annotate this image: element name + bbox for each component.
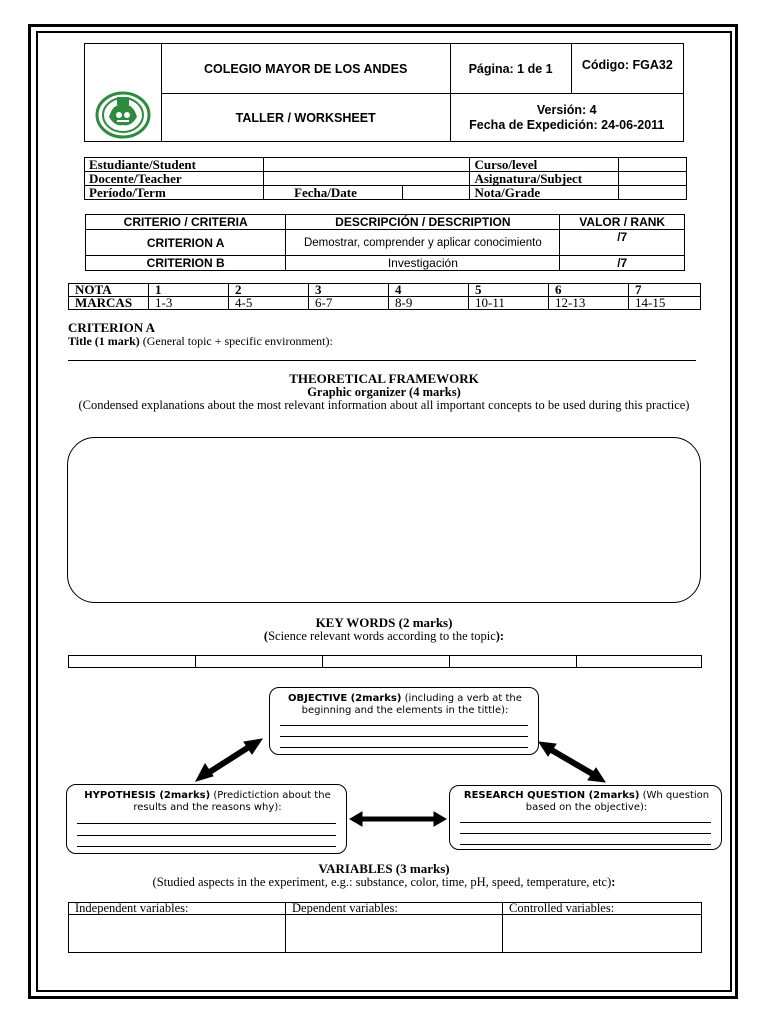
hypothesis-answer-line[interactable] [77, 823, 336, 824]
keywords-heading: KEY WORDS (2 marks) [315, 615, 453, 630]
marcas-value: 6-7 [309, 297, 389, 310]
title-label: Title (1 mark) [68, 334, 140, 348]
marcas-value: 1-3 [149, 297, 229, 310]
controlled-variables-field[interactable] [503, 915, 702, 953]
grading-scale-table [68, 283, 701, 310]
nota-value: 4 [389, 284, 469, 297]
criterion-b-description: Investigación [286, 256, 560, 271]
keywords-hint [68, 629, 700, 644]
subject-field[interactable] [619, 172, 687, 186]
criterion-a-name: CRITERION A [86, 230, 286, 256]
framework-hint: (Condensed explanations about the most relevant information about all important concepts to be used during this practice) [78, 398, 690, 412]
page-number: Página: 1 de 1 [450, 44, 571, 94]
nota-value: 3 [309, 284, 389, 297]
graphic-organizer-box[interactable] [67, 437, 701, 603]
teacher-field[interactable] [264, 172, 470, 186]
variables-hint [68, 875, 700, 890]
student-info-table [84, 157, 687, 200]
keywords-hint-close: ): [495, 629, 505, 643]
title-answer-line[interactable] [68, 360, 696, 361]
title-prompt [68, 334, 333, 349]
nota-label: NOTA [69, 284, 149, 297]
keyword-cell[interactable] [577, 656, 702, 668]
variables-hint-colon: : [611, 875, 616, 889]
framework-subheading: Graphic organizer (4 marks) [307, 385, 461, 399]
grade-label: Nota/Grade [470, 186, 619, 200]
criterion-a-description: Demostrar, comprender y aplicar conocimiento [286, 230, 560, 256]
variables-table [68, 902, 702, 953]
criterion-a-heading: CRITERION A [68, 320, 156, 335]
issue-date: Fecha de Expedición: 24-06-2011 [469, 117, 665, 132]
teacher-label: Docente/Teacher [85, 172, 264, 186]
term-label: Período/Term [85, 186, 264, 200]
hypothesis-answer-line[interactable] [77, 846, 336, 847]
school-name: COLEGIO MAYOR DE LOS ANDES [161, 44, 450, 94]
course-label: Curso/level [470, 158, 619, 172]
student-field[interactable] [264, 158, 470, 172]
marcas-value: 4-5 [229, 297, 309, 310]
hypothesis-prompt [75, 790, 340, 814]
marcas-value: 14-15 [629, 297, 701, 310]
nota-value: 7 [629, 284, 701, 297]
criterion-a-rank: /7 [560, 230, 685, 256]
nota-value: 6 [549, 284, 629, 297]
research-question-hint: (Wh question based on the objective): [525, 790, 710, 813]
document-header [84, 43, 684, 142]
date-field[interactable] [402, 186, 470, 200]
keywords-hint-text: Science relevant words according to the topic [268, 629, 496, 643]
keyword-cell[interactable] [69, 656, 196, 668]
hypothesis-box [66, 784, 347, 854]
hypothesis-label: HYPOTHESIS (2marks) [84, 790, 211, 801]
course-field[interactable] [619, 158, 687, 172]
hypothesis-answer-line[interactable] [77, 835, 336, 836]
framework-heading: THEORETICAL FRAMEWORK [289, 371, 479, 386]
grade-field[interactable] [619, 186, 687, 200]
keywords-hint-open: ( [263, 629, 269, 643]
objective-answer-line[interactable] [280, 747, 528, 748]
variables-hint-text: (Studied aspects in the experiment, e.g.: substance, color, time, pH, speed, temperature, etc) [152, 875, 612, 889]
document-type: TALLER / WORKSHEET [161, 94, 450, 142]
document-code: Código: FGA32 [571, 44, 683, 94]
student-label: Estudiante/Student [85, 158, 264, 172]
objective-hint: (including a verb at the beginning and the elements in the tittle): [301, 693, 522, 716]
variables-heading: VARIABLES (3 marks) [318, 861, 450, 876]
keywords-table [68, 655, 702, 668]
criterion-b-name: CRITERION B [86, 256, 286, 271]
keyword-cell[interactable] [450, 656, 577, 668]
marcas-value: 8-9 [389, 297, 469, 310]
version: Versión: 4 [536, 102, 597, 117]
nota-value: 2 [229, 284, 309, 297]
independent-variables-field[interactable] [69, 915, 286, 953]
research-question-prompt [458, 790, 715, 814]
criterion-b-rank: /7 [560, 256, 685, 271]
description-header: DESCRIPCIÓN / DESCRIPTION [286, 215, 560, 230]
keyword-cell[interactable] [196, 656, 323, 668]
objective-box [269, 687, 539, 755]
nota-value: 5 [469, 284, 549, 297]
research-question-box [449, 785, 722, 850]
objective-prompt [278, 693, 532, 717]
marcas-value: 12-13 [549, 297, 629, 310]
research-question-answer-line[interactable] [460, 844, 711, 845]
version-cell [450, 94, 683, 142]
criteria-header: CRITERIO / CRITERIA [86, 215, 286, 230]
title-hint: (General topic + specific environment): [139, 334, 333, 348]
criteria-table [85, 214, 685, 271]
objective-label: OBJECTIVE (2marks) [288, 693, 402, 704]
objective-answer-line[interactable] [280, 736, 528, 737]
logo-cell [85, 44, 162, 142]
dependent-variables-header: Dependent variables: [286, 903, 503, 915]
research-question-answer-line[interactable] [460, 833, 711, 834]
date-label: Fecha/Date [264, 186, 403, 200]
school-crest-icon [95, 91, 151, 139]
dependent-variables-field[interactable] [286, 915, 503, 953]
marcas-value: 10-11 [469, 297, 549, 310]
objective-answer-line[interactable] [280, 725, 528, 726]
nota-value: 1 [149, 284, 229, 297]
independent-variables-header: Independent variables: [69, 903, 286, 915]
marcas-label: MARCAS [69, 297, 149, 310]
controlled-variables-header: Controlled variables: [503, 903, 702, 915]
subject-label: Asignatura/Subject [470, 172, 619, 186]
research-question-answer-line[interactable] [460, 822, 711, 823]
keyword-cell[interactable] [323, 656, 450, 668]
rank-header: VALOR / RANK [560, 215, 685, 230]
hypothesis-hint: (Predictiction about the results and the reasons why): [133, 790, 331, 813]
research-question-label: RESEARCH QUESTION (2marks) [463, 790, 640, 801]
